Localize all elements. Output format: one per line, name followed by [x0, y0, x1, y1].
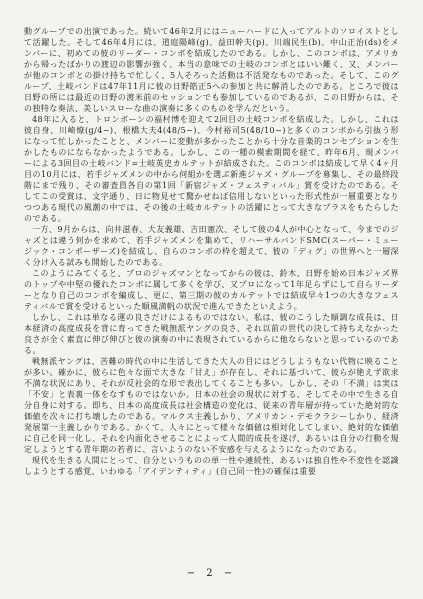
paragraph: 動グループでの出演であった。続いて46年2月にはニューハードに入ってアルトのソロイストとして活躍した。そして46年4月には、道庭陽峰(g)、益田幹夫(p)、川端民生(b)、中山正治(ds)をメンバーに、初めての彼のリーダー・コンボを結成したのである。しかし、このコンボは、アメリカから帰ったばかりの渡辺の影響が強く、本当の意味での土岐のコンボとはいい難く、又、メンバーが他のコンボとの掛け持ちで忙しく、5人そろった活動は不活発なものであった。そして、このグループ、土岐バンドは47年11月に彼の日野皓正5への参加と共に解消したのである。ところで彼は日野の所には最近の日野の渡米前のセッションでも参加しているのであるが、この日野からは、その独特な奏法、美しいスローな曲の演奏に多くのものを学んだという。 — [24, 27, 399, 113]
paragraph: このようにみてくると、プロのジャズマンとなってからの彼は、鈴木、日野を始め日本ジャズ界のトップや中堅の優れたコンボに属して多くを学び、又プロになって1年足らずにして自らリーダーとなり自己のコンボを編成し、更に、第三期の彼のカルテットでは結成早々1つの大きなフェスティバルで賞を受けるといった順風満帆の状況で進んできたといえよう。 — [24, 269, 399, 311]
paragraph: 一方、9月からは、向井滋春、大友義雄、吉田憲次、そして彼の4人が中心となって、今までのジャズとは違う何かを求めて、若手ジャズメンを集めて、リハーサルバンドSMC(スーパー・ミュージック・コンポーザーズ)を結成し、自らのコンボの枠を超えて、彼の「ディグ」の世界へと一層深く分け入る試みも開始したのである。 — [24, 225, 399, 267]
paragraph: 48年に入ると、トロンボーンの福村博を迎えて2回目の土岐コンボを結成した。しかし、これは彼自身、川崎燎(g/4~)、根橋大夫4(48/5~)、今村裕司5(48/10~)と多くのコンボから引抜う形になって忙しかったことと、メンバーに変動が多かったことから十分な音楽的コンセプションを生かしたものにならなかったようである。しかし、この一種の模索期間を経て、昨年6月、現メンバーによる3回目の土岐バンド=土岐英史カルテットが結成された。このコンボは結成して早く4ヶ月目の10月には、若手ジャズメンの中から何組かを選ぶ新進ジャズ・グループを募集し、その最終段階にまで残り、その審査員各自の第1回「新宿ジャズ・フェスティバル」賞を受けたのである。そしてこの受賞は、文字通り、日に物見せて驚かせねば信用しないといった形式性が一層重要となりつつある現代の風潮の中では、その後の土岐カルテットの活躍にとって大きなプラスをもたらしたのである。 — [24, 115, 399, 223]
page-number: − 2 − — [186, 568, 237, 579]
paragraph: 戦無派ヤングは、苦難の時代の中に生活してきた大人の目にはどうしようもない代物に映ることが多い。確かに、彼らに色々な面で大きな「甘え」が存在し、それに基づいて、彼らが絶えず欲求不満な状況にあり、それが反社会的な形で表出してくることも多い。しかし、その「不満」は実は「不安」と表裏一体をなすものではないか。日本の社会の現状に対する、そしてその中で生きる自分自身に対する。即ち、日本の高度成長は社会構造の変化は、従来の青年層が持っていた絶対的な価値を次々に打ち壊したのである。マルクス主義しかり、アメリカン・デモクラシーしかり、経済発展第一主義しかりである。かくて、人々にとって様々な価値は相対化してしまい、絶対的な価値に自己を同一化し、それを内面化させることによって人間的成長を遂げ、あるいは自分の行動を規定しようとする青年期の若者に、言いようのない不安感を与えるようになったのである。 — [24, 357, 399, 454]
paragraph: しかし、これは単なる運の良さだけによるものではない。私は、彼のこうした順調な成長は、日本経済の高度成長を背に育ってきた戦無派ヤングの良さ、それ以前の世代の決して持ちえなかった良さが全く素直に伸び伸びと彼の演奏の中に表現されているからに他ならないと思っているのである。 — [24, 313, 399, 355]
paragraph: 現代を生きる人間にとって、自分というものの単一性や連続性、あるいは独自性や不変性を認識しようとする感覚、いわゆる「アイデンティティ」(自己同一性)の確保は重要 — [24, 456, 399, 476]
article-body — [24, 26, 399, 477]
